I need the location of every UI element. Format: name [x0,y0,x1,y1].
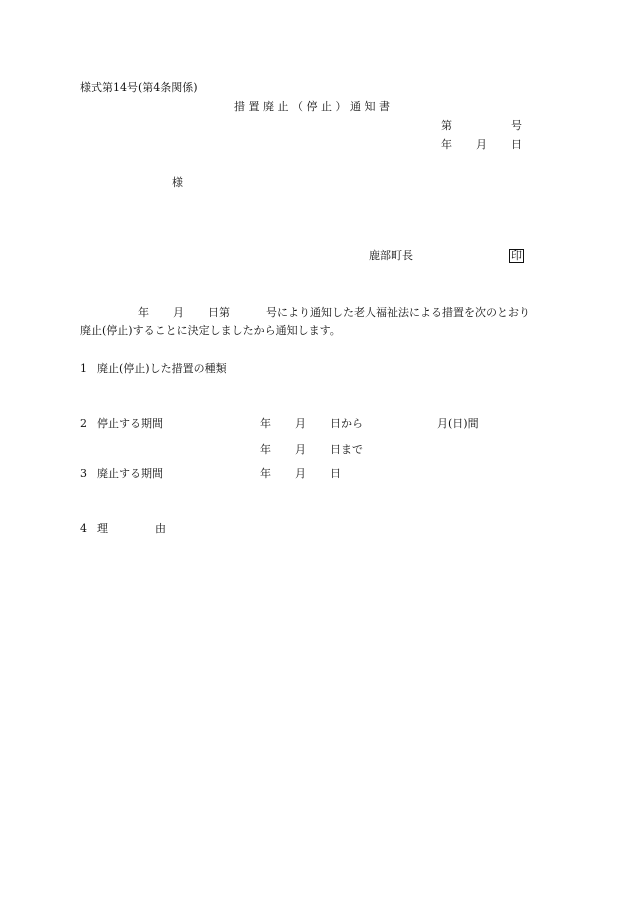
document-title: 措 置 廃 止 （ 停 止 ） 通 知 書 [234,100,390,113]
doc-number-go: 号 [511,119,522,132]
item-2-to-day: 日まで [330,443,363,456]
item-2-number: 2 [80,417,87,430]
item-2-from-month: 月 [295,417,306,430]
issuer-name: 鹿部町長 [369,249,413,262]
item-3-label: 廃止する期間 [97,467,163,480]
item-2-label: 停止する期間 [97,417,163,430]
item-3-day: 日 [330,467,341,480]
item-3-number: 3 [80,467,87,480]
addressee-suffix: 様 [172,176,183,189]
body-line1: 号により通知した老人福祉法による措置を次のとおり [266,306,530,319]
item-4-number: 4 [80,522,87,535]
doc-date-year: 年 [441,138,452,151]
body-year: 年 [138,306,149,319]
body-line2: 廃止(停止)することに決定しましたから通知します。 [80,324,341,337]
item-4-label-yu: 由 [155,522,166,535]
doc-date-day: 日 [511,138,522,151]
doc-number-dai: 第 [441,119,452,132]
item-2-to-month: 月 [295,443,306,456]
item-3-month: 月 [295,467,306,480]
item-3-year: 年 [260,467,271,480]
item-1-label: 廃止(停止)した措置の種類 [97,362,227,375]
form-label: 様式第14号(第4条関係) [80,81,198,94]
item-4-label-ri: 理 [97,522,108,535]
item-1-number: 1 [80,362,87,375]
doc-date-month: 月 [476,138,487,151]
seal-mark: 印 [511,249,522,262]
item-2-to-year: 年 [260,443,271,456]
item-2-span: 月(日)間 [437,417,479,430]
body-day-dai: 日第 [208,306,230,319]
body-month: 月 [173,306,184,319]
item-2-from-day: 日から [330,417,363,430]
item-2-from-year: 年 [260,417,271,430]
